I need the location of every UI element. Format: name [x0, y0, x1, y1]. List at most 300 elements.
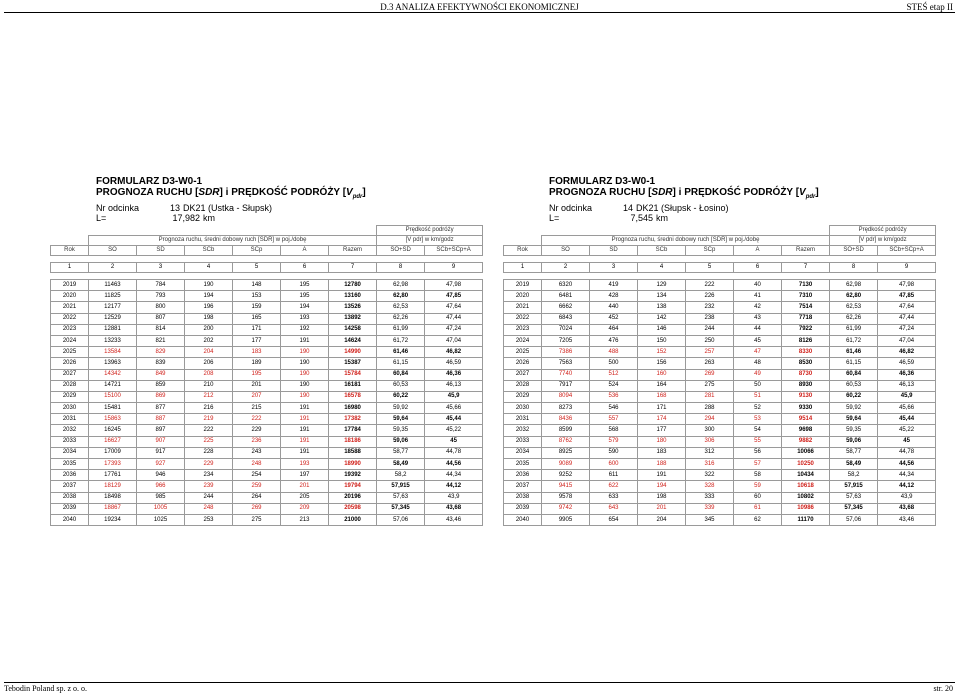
column-number: 8 — [377, 263, 425, 273]
table-cell: 18498 — [89, 492, 137, 503]
table-cell: 48 — [734, 358, 782, 369]
table-cell: 10618 — [782, 481, 830, 492]
table-cell: 12881 — [89, 324, 137, 335]
table-cell: 18990 — [329, 459, 377, 470]
table-cell: 61,72 — [377, 335, 425, 346]
table-cell: 2031 — [504, 414, 542, 425]
table-cell: 159 — [233, 302, 281, 313]
table-cell: 204 — [185, 347, 233, 358]
table-cell: 15784 — [329, 369, 377, 380]
column-header: SO — [89, 246, 137, 256]
column-header: SCb — [185, 246, 233, 256]
table-cell: 53 — [734, 414, 782, 425]
header-divider — [4, 12, 955, 13]
table-cell: 2031 — [51, 414, 89, 425]
table-cell: 8094 — [542, 391, 590, 402]
table-cell: 61,72 — [830, 335, 878, 346]
table-cell: 2021 — [51, 302, 89, 313]
table-cell: 57,345 — [377, 503, 425, 514]
table-cell: 165 — [233, 313, 281, 324]
table-cell: 16245 — [89, 425, 137, 436]
column-header: Rok — [51, 246, 89, 256]
table-cell: 193 — [281, 459, 329, 470]
table-cell: 253 — [185, 514, 233, 525]
table-cell: 238 — [686, 313, 734, 324]
form-title: FORMULARZ D3-W0-1 — [549, 176, 656, 187]
page-header-title: D.3 ANALIZA EFEKTYWNOŚCI EKONOMICZNEJ — [380, 2, 579, 12]
table-cell: 46,36 — [425, 369, 483, 380]
table-row — [504, 403, 936, 414]
table-cell: 524 — [590, 380, 638, 391]
table-cell: 44,34 — [425, 470, 483, 481]
table-cell: 966 — [137, 481, 185, 492]
table-cell: 269 — [233, 503, 281, 514]
table-cell: 61 — [734, 503, 782, 514]
speed-header: Prędkość podróży — [377, 226, 483, 236]
table-cell: 244 — [686, 324, 734, 335]
table-cell: 2021 — [504, 302, 542, 313]
table-cell: 7310 — [782, 291, 830, 302]
column-header-row — [51, 246, 483, 256]
table-cell: 204 — [638, 514, 686, 525]
table-cell: 212 — [185, 391, 233, 402]
table-cell: 15481 — [89, 403, 137, 414]
table-cell: 49 — [734, 369, 782, 380]
table-cell: 62,98 — [830, 280, 878, 291]
table-cell: 2032 — [504, 425, 542, 436]
table-cell: 44,78 — [878, 447, 936, 458]
table-cell: 2024 — [51, 335, 89, 346]
table-cell: 47,85 — [425, 291, 483, 302]
table-row — [504, 459, 936, 470]
column-number: 4 — [638, 263, 686, 273]
table-cell: 54 — [734, 425, 782, 436]
table-cell: 14342 — [89, 369, 137, 380]
table-cell: 201 — [281, 481, 329, 492]
column-header: SCb+SCp+A — [878, 246, 936, 256]
segment-number: 14 — [622, 203, 633, 213]
table-row — [504, 347, 936, 358]
table-cell: 51 — [734, 391, 782, 402]
table-cell: 57,915 — [830, 481, 878, 492]
table-cell: 2029 — [51, 391, 89, 402]
column-header: Razem — [782, 246, 830, 256]
table-cell: 633 — [590, 492, 638, 503]
column-number: 1 — [51, 263, 89, 273]
table-cell: 263 — [686, 358, 734, 369]
table-cell: 248 — [233, 459, 281, 470]
column-header: SCp — [233, 246, 281, 256]
table-cell: 859 — [137, 380, 185, 391]
column-header: A — [734, 246, 782, 256]
table-cell: 43,9 — [878, 492, 936, 503]
table-cell: 47 — [734, 347, 782, 358]
table-row — [51, 492, 483, 503]
table-cell: 6481 — [542, 291, 590, 302]
table-cell: 13963 — [89, 358, 137, 369]
table-cell: 190 — [185, 280, 233, 291]
length-value: 17,982 — [172, 213, 200, 223]
table-cell: 58,2 — [377, 470, 425, 481]
table-cell: 44,12 — [878, 481, 936, 492]
table-cell: 250 — [686, 335, 734, 346]
table-cell: 60,53 — [377, 380, 425, 391]
table-cell: 8925 — [542, 447, 590, 458]
table-cell: 600 — [590, 459, 638, 470]
table-cell: 59,64 — [830, 414, 878, 425]
table-row — [51, 369, 483, 380]
table-cell: 47,98 — [878, 280, 936, 291]
table-cell: 1025 — [137, 514, 185, 525]
table-cell: 18867 — [89, 503, 137, 514]
table-row — [504, 447, 936, 458]
table-cell: 50 — [734, 380, 782, 391]
table-cell: 9514 — [782, 414, 830, 425]
table-cell: 12177 — [89, 302, 137, 313]
table-cell: 1005 — [137, 503, 185, 514]
table-cell: 2040 — [504, 514, 542, 525]
column-number: 5 — [686, 263, 734, 273]
table-cell: 153 — [233, 291, 281, 302]
table-cell: 57,915 — [377, 481, 425, 492]
table-cell: 195 — [233, 369, 281, 380]
table-cell: 180 — [638, 436, 686, 447]
length-row — [549, 213, 935, 223]
table-cell: 10250 — [782, 459, 830, 470]
table-cell: 61,99 — [377, 324, 425, 335]
table-cell: 257 — [686, 347, 734, 358]
table-cell: 8730 — [782, 369, 830, 380]
table-cell: 156 — [638, 358, 686, 369]
table-cell: 312 — [686, 447, 734, 458]
table-row — [504, 380, 936, 391]
table-cell: 13233 — [89, 335, 137, 346]
table-cell: 2020 — [504, 291, 542, 302]
table-cell: 877 — [137, 403, 185, 414]
segment-row — [96, 203, 482, 213]
table-cell: 219 — [185, 414, 233, 425]
table-row — [51, 313, 483, 324]
table-cell: 512 — [590, 369, 638, 380]
form-subtitle: PROGNOZA RUCHU [SDR] i PRĘDKOŚĆ PODRÓŻY $[V_{pdr}]$ — [96, 187, 366, 200]
table-cell: 2026 — [51, 358, 89, 369]
table-cell: 6662 — [542, 302, 590, 313]
table-cell: 60 — [734, 492, 782, 503]
table-cell: 9882 — [782, 436, 830, 447]
column-number: 6 — [734, 263, 782, 273]
footer-divider — [4, 682, 955, 683]
length-row — [96, 213, 482, 223]
traffic-header-row — [504, 236, 936, 246]
table-cell: 202 — [185, 335, 233, 346]
table-row — [504, 302, 936, 313]
table-cell: 43,46 — [425, 514, 483, 525]
table-cell: 13892 — [329, 313, 377, 324]
table-cell: 62,80 — [377, 291, 425, 302]
table-cell: 14258 — [329, 324, 377, 335]
table-cell: 57,63 — [830, 492, 878, 503]
table-cell: 44,56 — [878, 459, 936, 470]
table-cell: 2029 — [504, 391, 542, 402]
table-cell: 62,53 — [830, 302, 878, 313]
column-header: Razem — [329, 246, 377, 256]
table-cell: 579 — [590, 436, 638, 447]
table-cell: 232 — [686, 302, 734, 313]
table-cell: 168 — [638, 391, 686, 402]
table-row — [504, 514, 936, 525]
traffic-header: Prognoza ruchu, średni dobowy ruch [SDR] w poj./dobę — [542, 236, 830, 246]
table-cell: 138 — [638, 302, 686, 313]
table-cell: 927 — [137, 459, 185, 470]
table-cell: 16627 — [89, 436, 137, 447]
table-cell: 47,64 — [878, 302, 936, 313]
table-cell: 11463 — [89, 280, 137, 291]
table-cell: 200 — [185, 324, 233, 335]
table-cell: 7563 — [542, 358, 590, 369]
table-cell: 47,44 — [878, 313, 936, 324]
table-cell: 2039 — [504, 503, 542, 514]
table-cell: 17009 — [89, 447, 137, 458]
table-cell: 198 — [638, 492, 686, 503]
table-cell: 193 — [281, 313, 329, 324]
table-cell: 61,46 — [830, 347, 878, 358]
table-cell: 20598 — [329, 503, 377, 514]
table-cell: 17382 — [329, 414, 377, 425]
table-cell: 2025 — [504, 347, 542, 358]
table-cell: 12780 — [329, 280, 377, 291]
form-header — [96, 176, 482, 223]
table-cell: 52 — [734, 403, 782, 414]
table-cell: 45,66 — [878, 403, 936, 414]
traffic-header: Prognoza ruchu, średni dobowy ruch [SDR] w poj./dobę — [89, 236, 377, 246]
table-cell: 194 — [281, 302, 329, 313]
table-cell: 44,78 — [425, 447, 483, 458]
table-cell: 15387 — [329, 358, 377, 369]
column-header: SCb — [638, 246, 686, 256]
table-cell: 2028 — [51, 380, 89, 391]
column-header: SD — [137, 246, 185, 256]
table-cell: 887 — [137, 414, 185, 425]
table-cell: 61,99 — [830, 324, 878, 335]
table-cell: 839 — [137, 358, 185, 369]
table-row — [51, 425, 483, 436]
table-cell: 198 — [185, 313, 233, 324]
table-cell: 57,63 — [377, 492, 425, 503]
column-number: 3 — [590, 263, 638, 273]
footer-company: Tebodin Poland sp. z o. o. — [4, 684, 87, 693]
table-cell: 611 — [590, 470, 638, 481]
table-cell: 188 — [638, 459, 686, 470]
table-cell: 16578 — [329, 391, 377, 402]
table-cell: 21000 — [329, 514, 377, 525]
table-cell: 20196 — [329, 492, 377, 503]
column-number: 9 — [878, 263, 936, 273]
table-cell: 46,59 — [425, 358, 483, 369]
table-cell: 244 — [185, 492, 233, 503]
table-cell: 8762 — [542, 436, 590, 447]
table-cell: 59 — [734, 481, 782, 492]
table-cell: 57,345 — [830, 503, 878, 514]
table-cell: 58,77 — [830, 447, 878, 458]
table-cell: 2030 — [51, 403, 89, 414]
table-cell: 195 — [281, 280, 329, 291]
table-cell: 236 — [233, 436, 281, 447]
table-cell: 191 — [281, 335, 329, 346]
table-row — [504, 436, 936, 447]
table-cell: 183 — [638, 447, 686, 458]
table-row — [504, 291, 936, 302]
table-cell: 226 — [686, 291, 734, 302]
table-cell: 9698 — [782, 425, 830, 436]
table-cell: 59,06 — [377, 436, 425, 447]
table-cell: 316 — [686, 459, 734, 470]
table-cell: 58,77 — [377, 447, 425, 458]
table-cell: 55 — [734, 436, 782, 447]
table-cell: 46,13 — [878, 380, 936, 391]
table-cell: 195 — [281, 291, 329, 302]
speed-unit-header: [V pdr] w km/godz — [830, 236, 936, 246]
table-cell: 196 — [185, 302, 233, 313]
column-number: 2 — [542, 263, 590, 273]
table-cell: 869 — [137, 391, 185, 402]
table-cell: 208 — [185, 369, 233, 380]
column-header-row — [504, 246, 936, 256]
table-cell: 47,98 — [425, 280, 483, 291]
table-row — [51, 280, 483, 291]
table-cell: 10434 — [782, 470, 830, 481]
table-cell: 17761 — [89, 470, 137, 481]
table-cell: 2028 — [504, 380, 542, 391]
table-cell: 42 — [734, 302, 782, 313]
table-cell: 2033 — [51, 436, 89, 447]
table-row — [504, 470, 936, 481]
table-cell: 2036 — [51, 470, 89, 481]
table-cell: 568 — [590, 425, 638, 436]
table-cell: 9089 — [542, 459, 590, 470]
table-cell: 2022 — [51, 313, 89, 324]
table-cell: 7386 — [542, 347, 590, 358]
form-title: FORMULARZ D3-W0-1 — [96, 176, 203, 187]
table-row — [504, 324, 936, 335]
table-cell: 536 — [590, 391, 638, 402]
table-cell: 190 — [281, 380, 329, 391]
table-cell: 288 — [686, 403, 734, 414]
table-cell: 13584 — [89, 347, 137, 358]
table-cell: 62,80 — [830, 291, 878, 302]
table-cell: 191 — [281, 403, 329, 414]
table-cell: 191 — [281, 447, 329, 458]
table-cell: 190 — [281, 347, 329, 358]
table-cell: 62,53 — [377, 302, 425, 313]
table-cell: 43,9 — [425, 492, 483, 503]
table-row — [504, 481, 936, 492]
table-cell: 44,56 — [425, 459, 483, 470]
table-cell: 45,22 — [425, 425, 483, 436]
table-cell: 222 — [185, 425, 233, 436]
table-cell: 8273 — [542, 403, 590, 414]
table-cell: 14624 — [329, 335, 377, 346]
table-cell: 829 — [137, 347, 185, 358]
table-cell: 61,46 — [377, 347, 425, 358]
table-cell: 201 — [638, 503, 686, 514]
table-cell: 807 — [137, 313, 185, 324]
table-cell: 7205 — [542, 335, 590, 346]
table-cell: 58,2 — [830, 470, 878, 481]
column-number: 2 — [89, 263, 137, 273]
table-cell: 60,84 — [830, 369, 878, 380]
table-cell: 60,22 — [377, 391, 425, 402]
column-number: 8 — [830, 263, 878, 273]
table-cell: 142 — [638, 313, 686, 324]
table-row — [504, 503, 936, 514]
table-cell: 2040 — [51, 514, 89, 525]
table-row — [51, 414, 483, 425]
table-cell: 45 — [734, 335, 782, 346]
table-cell: 2039 — [51, 503, 89, 514]
table-cell: 2034 — [51, 447, 89, 458]
table-row — [51, 324, 483, 335]
column-number: 6 — [281, 263, 329, 273]
table-cell: 164 — [638, 380, 686, 391]
table-row — [51, 514, 483, 525]
table-cell: 7130 — [782, 280, 830, 291]
speed-header-row — [504, 226, 936, 236]
form-subtitle: PROGNOZA RUCHU [SDR] i PRĘDKOŚĆ PODRÓŻY $[V_{pdr}]$ — [549, 187, 819, 200]
table-row — [504, 369, 936, 380]
column-number: 1 — [504, 263, 542, 273]
table-cell: 784 — [137, 280, 185, 291]
length-value: 7,545 — [630, 213, 653, 223]
table-cell: 985 — [137, 492, 185, 503]
segment-label: Nr odcinka — [96, 203, 140, 213]
table-row — [51, 403, 483, 414]
table-cell: 2025 — [51, 347, 89, 358]
column-number: 9 — [425, 263, 483, 273]
segment-number: 13 — [169, 203, 180, 213]
table-row — [51, 447, 483, 458]
table-cell: 45 — [878, 436, 936, 447]
table-cell: 275 — [233, 514, 281, 525]
table-cell: 44,12 — [425, 481, 483, 492]
segment-name: DK21 (Ustka - Słupsk) — [183, 203, 273, 213]
table-cell: 428 — [590, 291, 638, 302]
table-cell: 10802 — [782, 492, 830, 503]
table-cell: 152 — [638, 347, 686, 358]
table-cell: 452 — [590, 313, 638, 324]
table-cell: 222 — [686, 280, 734, 291]
table-cell: 6843 — [542, 313, 590, 324]
table-cell: 345 — [686, 514, 734, 525]
table-cell: 45,9 — [425, 391, 483, 402]
table-cell: 793 — [137, 291, 185, 302]
table-cell: 61,15 — [377, 358, 425, 369]
length-unit: km — [656, 213, 668, 223]
table-cell: 2022 — [504, 313, 542, 324]
table-cell: 207 — [233, 391, 281, 402]
table-cell: 46,82 — [425, 347, 483, 358]
table-cell: 59,06 — [830, 436, 878, 447]
column-header: SD — [590, 246, 638, 256]
table-row — [51, 459, 483, 470]
table-cell: 18129 — [89, 481, 137, 492]
table-row — [51, 358, 483, 369]
table-row — [504, 335, 936, 346]
table-cell: 62 — [734, 514, 782, 525]
table-cell: 190 — [281, 369, 329, 380]
table-cell: 45,22 — [878, 425, 936, 436]
table-cell: 59,64 — [377, 414, 425, 425]
table-cell: 294 — [686, 414, 734, 425]
